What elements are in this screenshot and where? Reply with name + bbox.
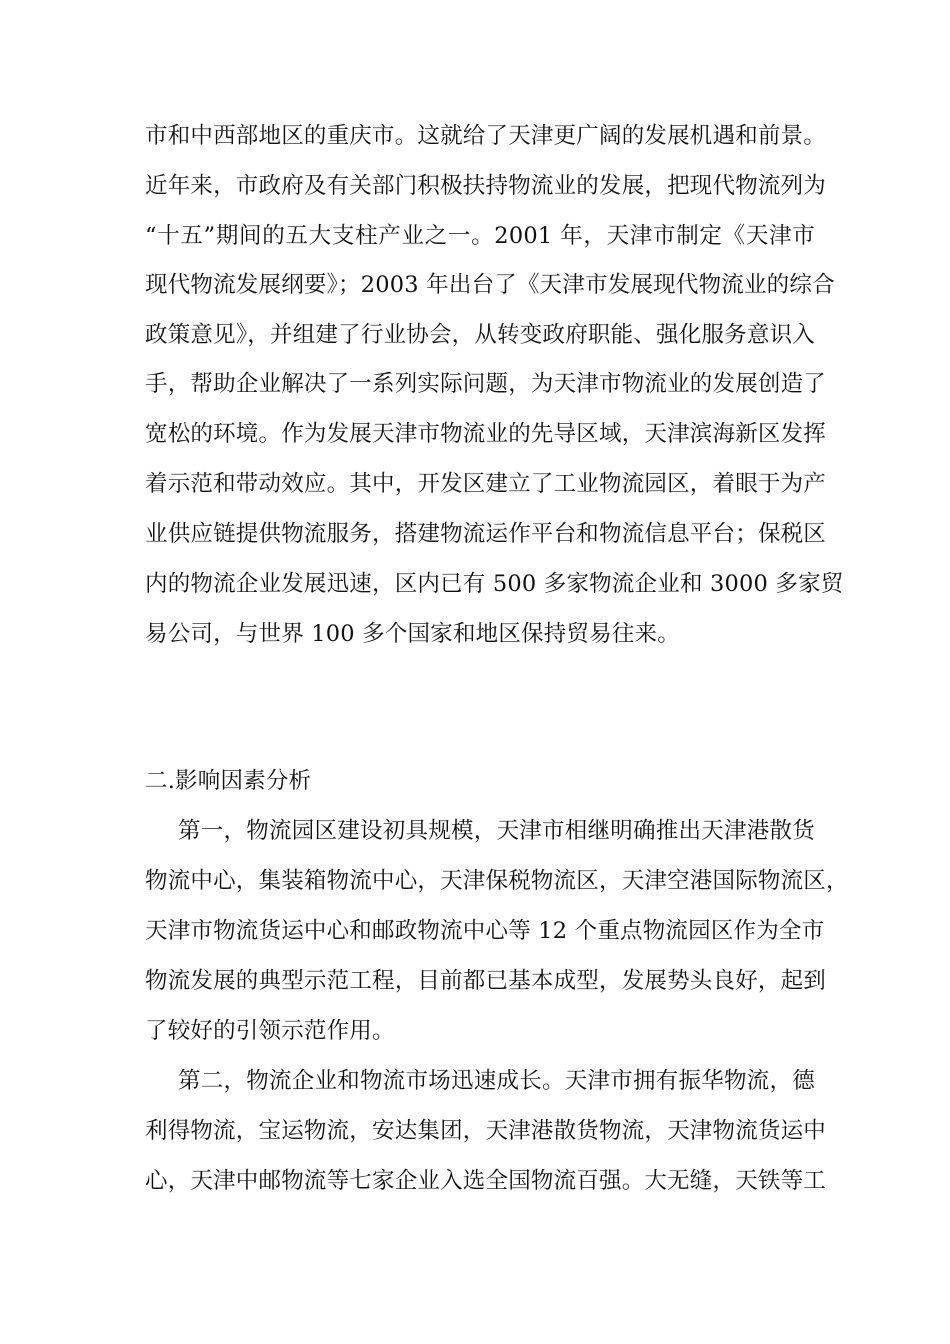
paragraph-1-line: 市和中西部地区的重庆市。这就给了天津更广阔的发展机遇和前景。: [145, 123, 827, 149]
paragraph-1-line: 近年来，市政府及有关部门积极扶持物流业的发展，把现代物流列为: [145, 173, 827, 199]
paragraph-3-line: 第二，物流企业和物流市场迅速成长。天津市拥有振华物流，德: [178, 1068, 815, 1094]
section-heading: 二.影响因素分析: [145, 768, 312, 794]
paragraph-2-line: 物流中心，集装箱物流中心，天津保税物流区，天津空港国际物流区，: [145, 868, 849, 894]
paragraph-1-line: 内的物流企业发展迅速，区内已有 500 多家物流企业和 3000 多家贸: [145, 571, 844, 597]
paragraph-1-line: “十五”期间的五大支柱产业之一。2001 年，天津市制定《天津市: [145, 223, 815, 249]
paragraph-1-line: 政策意见》，并组建了行业协会，从转变政府职能、强化服务意识入: [145, 322, 815, 348]
paragraph-2-line: 天津市物流货运中心和邮政物流中心等 12 个重点物流园区作为全市: [145, 918, 825, 944]
paragraph-3-line: 心，天津中邮物流等七家企业入选全国物流百强。大无缝，天铁等工: [145, 1168, 827, 1194]
paragraph-2-line: 物流发展的典型示范工程，目前都已基本成型，发展势头良好，起到: [145, 968, 827, 994]
paragraph-1-line: 易公司，与世界 100 多个国家和地区保持贸易往来。: [145, 621, 680, 647]
paragraph-2-line: 了较好的引领示范作用。: [145, 1018, 395, 1044]
paragraph-2-line: 第一，物流园区建设初具规模，天津市相继明确推出天津港散货: [178, 818, 815, 844]
paragraph-1-line: 宽松的环境。作为发展天津市物流业的先导区域，天津滨海新区发挥: [145, 421, 827, 447]
paragraph-3-line: 利得物流，宝运物流，安达集团，天津港散货物流，天津物流货运中: [145, 1118, 827, 1144]
paragraph-1-line: 现代物流发展纲要》；2003 年出台了《天津市发展现代物流业的综合: [145, 272, 835, 298]
paragraph-1-line: 着示范和带动效应。其中，开发区建立了工业物流园区，着眼于为产: [145, 471, 827, 497]
paragraph-1-line: 手，帮助企业解决了一系列实际问题，为天津市物流业的发展创造了: [145, 371, 827, 397]
paragraph-1-line: 业供应链提供物流服务，搭建物流运作平台和物流信息平台；保税区: [145, 521, 827, 547]
